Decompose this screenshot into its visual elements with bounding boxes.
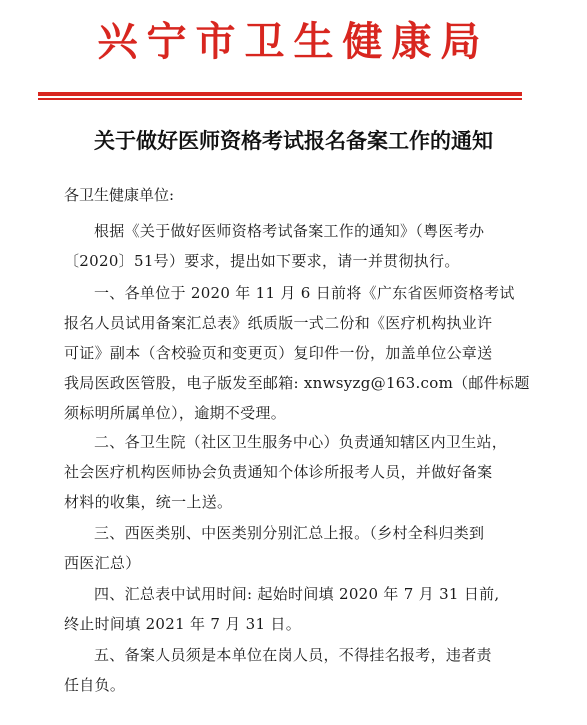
paragraph-6 — [64, 645, 492, 705]
paragraph-line: 五、备案人员须是本单位在岗人员，不得挂名报考，违者责 — [94, 646, 492, 664]
paragraph-1 — [64, 221, 484, 281]
paragraph-line: 三、西医类别、中医类别分别汇总上报。（乡村全科归类到 — [94, 524, 485, 542]
paragraph-line: 可证》副本（含校验页和变更页）复印件一份，加盖单位公章送 — [64, 344, 493, 362]
paragraph-line: 二、各卫生院（社区卫生服务中心）负责通知辖区内卫生站， — [94, 433, 508, 451]
paragraph-line: 社会医疗机构医师协会负责通知个体诊所报考人员，并做好备案 — [64, 463, 493, 481]
paragraph-line: 材料的收集，统一上送。 — [64, 493, 233, 511]
paragraph-line: 四、汇总表中试用时间: 起始时间填 2020 年 7 月 31 日前, — [94, 585, 500, 603]
paragraph-line: 我局医政医管股，电子版发至邮箱: xnwsyzg@163.com（邮件标题 — [64, 374, 530, 392]
paragraph-line: 根据《关于做好医师资格考试备案工作的通知》（粤医考办 — [94, 222, 485, 240]
paragraph-line: 终止时间填 2021 年 7 月 31 日。 — [64, 615, 302, 633]
paragraph-3 — [64, 432, 507, 522]
paragraph-line: 须标明所属单位），逾期不受理。 — [64, 404, 287, 422]
paragraph-5 — [64, 584, 500, 644]
paragraph-2 — [64, 283, 530, 433]
paragraph-line: 〔2020〕51号）要求，提出如下要求，请一并贯彻执行。 — [64, 252, 460, 270]
masthead-rule-thin — [38, 98, 522, 100]
document-title: 关于做好医师资格考试报名备案工作的通知 — [94, 128, 493, 153]
paragraph-4 — [64, 523, 484, 583]
paragraph-line: 任自负。 — [64, 676, 126, 694]
salutation: 各卫生健康单位: — [64, 186, 175, 204]
issuer-masthead: 兴宁市卫生健康局 — [97, 18, 490, 65]
paragraph-line: 一、各单位于 2020 年 11 月 6 日前将《广东省医师资格考试 — [94, 284, 515, 302]
paragraph-line: 西医汇总） — [64, 554, 141, 572]
masthead-rule-thick — [38, 92, 522, 96]
paragraph-line: 报名人员试用备案汇总表》纸质版一式二份和《医疗机构执业许 — [64, 314, 493, 332]
